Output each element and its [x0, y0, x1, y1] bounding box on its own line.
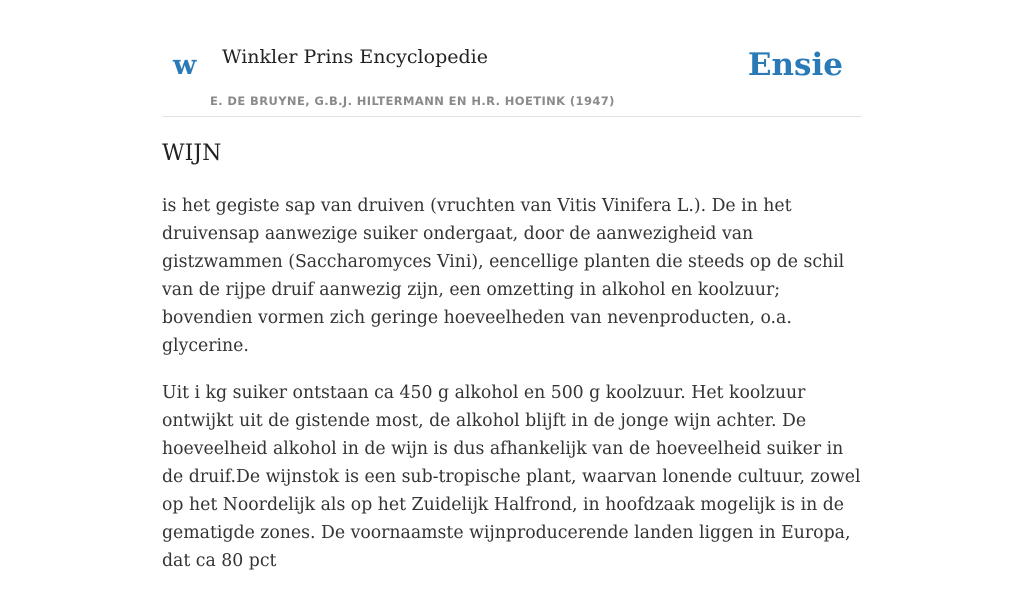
- entry-title: WIJN: [162, 141, 222, 166]
- entry-paragraph: is het gegiste sap van druiven (vruchten van Vitis Vinifera L.). De in het druivensap aanwezige suiker ondergaat, door de aanwezigheid van gistzwammen (Saccharomyces Vini), eencellige planten die steeds op de schil van de rijpe druif aanwezig zijn, een omzetting in alkohol en koolzuur; bovendien vormen zich geringe hoeveelheden van nevenproducten, o.a. glycerine.: [162, 196, 845, 356]
- publication-title[interactable]: Winkler Prins Encyclopedie: [222, 46, 488, 68]
- site-logo[interactable]: Ensie: [747, 47, 843, 83]
- header: [162, 0, 862, 117]
- publication-logo-icon[interactable]: w: [173, 50, 197, 81]
- page: [162, 0, 862, 571]
- entry-body: [162, 192, 862, 594]
- publication-authors: E. DE BRUYNE, G.B.J. HILTERMANN EN H.R. HOETINK (1947): [210, 94, 615, 108]
- entry-paragraph: Uit i kg suiker ontstaan ca 450 g alkohol en 500 g koolzuur. Het koolzuur ontwijkt uit de gistende most, de alkohol blijft in de jonge wijn achter. De hoeveelheid alkohol in de wijn is dus afhankelijk van de hoeveelheid suiker in de druif.De wijnstok is een sub-tropische plant, waarvan lonende cultuur, zowel op het Noordelijk als op het Zuidelijk Halfrond, in hoofdzaak mogelijk is in de gematigde zones. De voornaamste wijnproducerende landen liggen in Europa, dat ca 80 pct: [162, 383, 861, 571]
